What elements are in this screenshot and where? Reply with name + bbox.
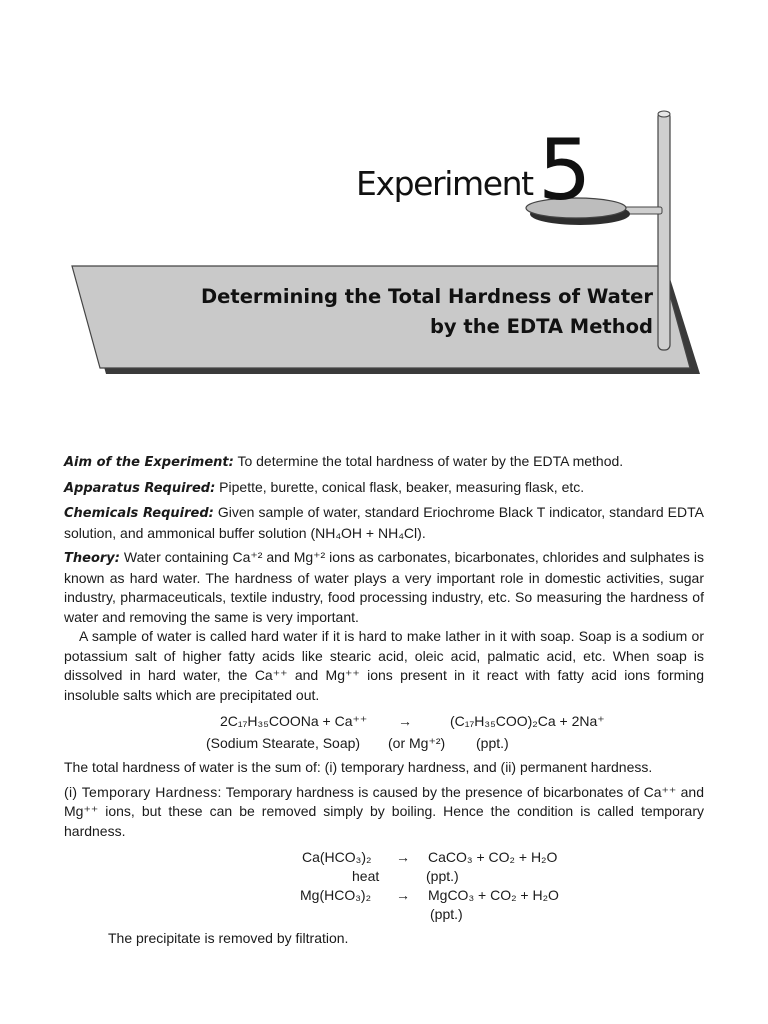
equation-2-notes <box>64 865 704 884</box>
eq3-rhs: MgCO₃ + CO₂ + H₂O <box>428 887 559 903</box>
title-line-1: Determining the Total Hardness of Water <box>200 285 653 308</box>
chemicals-paragraph <box>64 503 704 543</box>
eq2-below-rhs: (ppt.) <box>426 868 459 884</box>
eq2-lhs: Ca(HCO₃)₂ <box>302 849 372 865</box>
eq2-arrow: → <box>396 849 410 865</box>
eq2-below-lhs: heat <box>352 868 380 884</box>
title-line-2: by the EDTA Method <box>429 315 653 338</box>
theory-label: Theory: <box>64 551 120 566</box>
stand-rod <box>658 112 670 350</box>
precipitate-paragraph: The precipitate is removed by filtration. <box>108 930 349 946</box>
eq3-below-rhs: (ppt.) <box>430 906 463 922</box>
eq1-lhs: 2C₁₇H₃₅COONa + Ca⁺⁺ <box>220 713 368 729</box>
theory-paragraph-2: A sample of water is called hard water if it is hard to make lather in it with soap. Soap is a sodium or potassium salt of higher fatty acids like stearic acid, oleic acid, palmatic acid, etc. When soap is dissolved in hard water, the Ca⁺⁺ and Mg⁺⁺ ions present in it react with fatty acid ions forming insoluble salts which are precipitated out. <box>64 628 704 703</box>
theory-text: Water containing Ca⁺² and Mg⁺² ions as carbonates, bicarbonates, chlorides and sulphates is known as hard water. The hardness of water plays a very important role in domestic activities, sugar industry, pharmaceuticals, textile industry, food processing industry, etc. So measuring the hardness of water and removing the same is very important. <box>64 549 704 625</box>
chapter-number: 5 <box>538 121 592 219</box>
equation-3-notes <box>64 903 704 929</box>
aim-text: To determine the total hardness of water by the EDTA method. <box>233 453 624 469</box>
apparatus-label: Apparatus Required: <box>64 480 216 496</box>
aim-paragraph <box>64 452 704 473</box>
experiment-title <box>201 282 653 342</box>
chemicals-label: Chemicals Required: <box>64 506 214 521</box>
temporary-label: (i) Temporary Hardness: <box>64 783 222 800</box>
apparatus-paragraph <box>64 478 704 499</box>
equation-1 <box>64 710 704 732</box>
total-hardness-paragraph: The total hardness of water is the sum of: (i) temporary hardness, and (ii) permanent hardness. <box>64 759 653 775</box>
equation-2 <box>64 846 704 865</box>
chapter-label: Experiment <box>356 164 533 203</box>
temporary-paragraph <box>64 783 704 842</box>
aim-label: Aim of the Experiment: <box>64 455 234 470</box>
eq3-lhs: Mg(HCO₃)₂ <box>300 887 372 903</box>
equation-3 <box>64 884 704 903</box>
eq1-note-mid: (or Mg⁺²) <box>388 735 446 751</box>
eq1-note-lhs: (Sodium Stearate, Soap) <box>206 735 361 751</box>
body-text <box>64 452 704 954</box>
equation-1-notes <box>64 732 704 754</box>
eq1-note-rhs: (ppt.) <box>476 735 509 751</box>
eq1-rhs: (C₁₇H₃₅COO)₂Ca + 2Na⁺ <box>450 713 605 729</box>
theory-paragraph <box>64 548 704 627</box>
eq2-rhs: CaCO₃ + CO₂ + H₂O <box>428 849 558 865</box>
eq3-arrow: → <box>396 887 410 903</box>
apparatus-text: Pipette, burette, conical flask, beaker, measuring flask, etc. <box>215 478 585 495</box>
temporary-text: Temporary hardness is caused by the presence of bicarbonates of Ca⁺⁺ and Mg⁺⁺ ions, but these can be removed simply by boiling. Hence the condition is called temporary hardness. <box>64 783 704 839</box>
eq1-arrow: → <box>398 713 412 729</box>
chemicals-text: Given sample of water, standard Eriochrome Black T indicator, standard EDTA solution, and ammonical buffer solution (NH₄OH + NH₄Cl). <box>64 504 704 541</box>
